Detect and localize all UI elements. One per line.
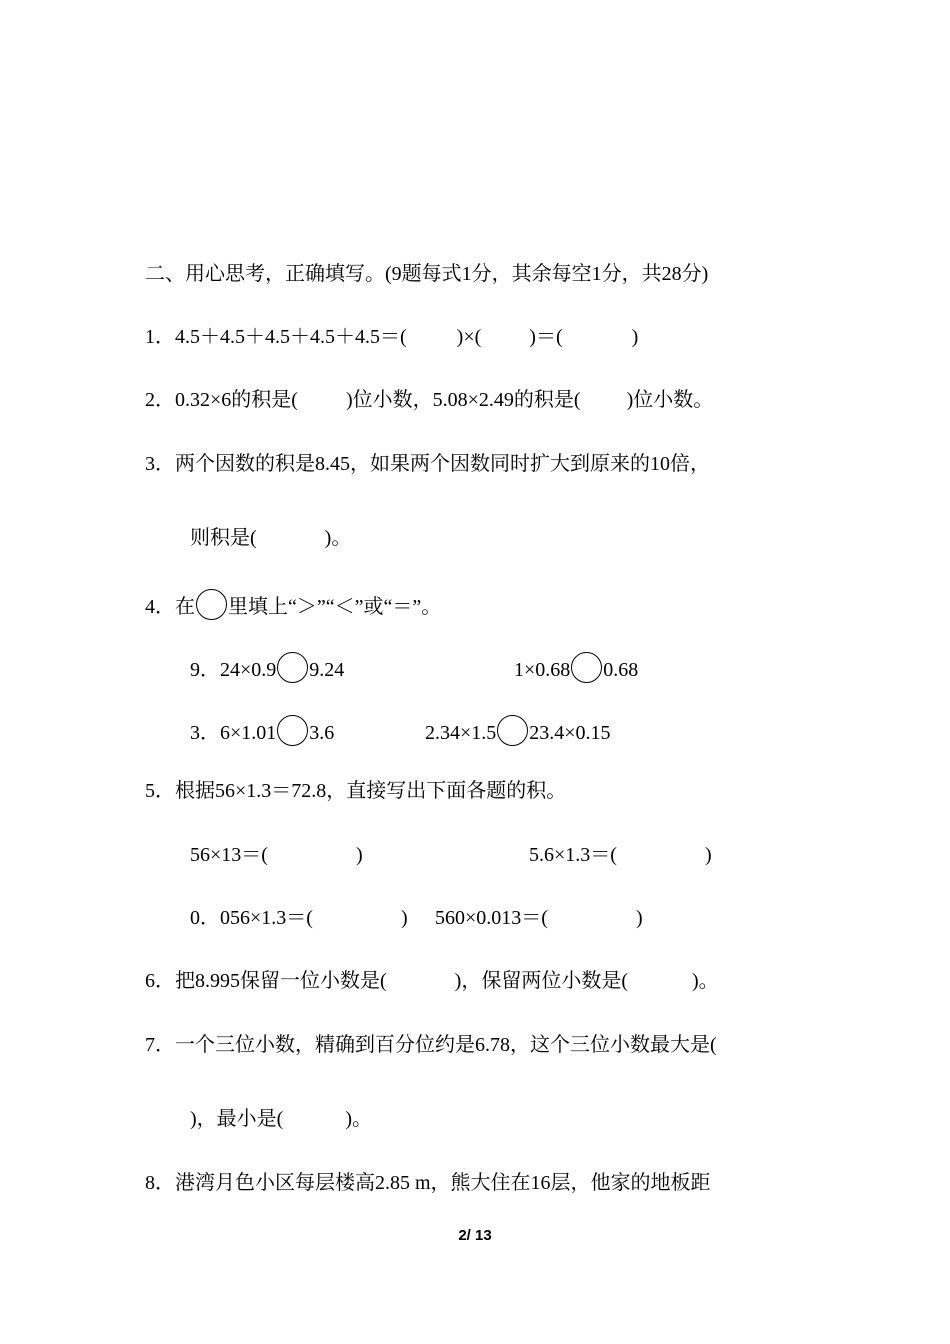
section-title: 二、用心思考，正确填写。(9题每式1分，其余每空1分，共28分)	[145, 263, 709, 285]
q6-part-b: )，保留两位小数是(	[454, 970, 628, 992]
circle-blank-icon[interactable]	[571, 652, 602, 683]
question-2	[145, 388, 713, 412]
q4-r1c1a: 9．24×0.9	[190, 659, 277, 681]
q4-row-1	[190, 652, 344, 683]
circle-blank-icon[interactable]	[277, 715, 308, 746]
q7-line2b: )。	[345, 1108, 372, 1130]
q4-r2c2b: 23.4×0.15	[529, 722, 611, 744]
q4-r1c2a: 1×0.68	[514, 659, 571, 681]
q3-line1: 两个因数的积是8.45，如果两个因数同时扩大到原来的10倍，	[175, 453, 710, 475]
question-number: 3．	[145, 453, 175, 475]
question-1	[145, 325, 638, 349]
question-6	[145, 969, 719, 993]
question-number: 4．	[145, 596, 175, 618]
question-number: 6．	[145, 970, 175, 992]
q2-part-b: )位小数，5.08×2.49的积是(	[345, 389, 581, 411]
question-3-line2	[190, 526, 351, 550]
q5-r2c2a: 560×0.013＝(	[435, 907, 548, 929]
q4-r2c1b: 3.6	[309, 722, 335, 744]
q5-r1c2b: )	[704, 844, 712, 866]
q5-row-2-col-2	[435, 906, 643, 930]
q4-r2c1a: 3．6×1.01	[190, 722, 277, 744]
q3-line2a: 则积是(	[190, 527, 257, 549]
q1-expression: 4.5＋4.5＋4.5＋4.5＋4.5＝(	[175, 326, 407, 348]
q1-part2: )×(	[456, 326, 482, 348]
q4-row-1-col-2	[514, 652, 638, 683]
q1-part3: )＝(	[529, 326, 563, 348]
q5-text: 根据56×1.3＝72.8，直接写出下面各题的积。	[175, 780, 567, 802]
circle-blank-icon[interactable]	[277, 652, 308, 683]
circle-blank-icon	[196, 589, 227, 620]
question-number: 1．	[145, 326, 175, 348]
question-number: 8．	[145, 1172, 175, 1194]
q7-line1: 一个三位小数，精确到百分位约是6.78，这个三位小数最大是(	[175, 1034, 717, 1056]
question-8	[145, 1171, 711, 1195]
q5-row-1-col-2	[529, 843, 712, 867]
q4-r2c2a: 2.34×1.5	[425, 722, 497, 744]
q1-part4: )	[631, 326, 639, 348]
q8-line1: 港湾月色小区每层楼高2.85 m，熊大住在16层，他家的地板距	[175, 1172, 711, 1194]
q2-part-c: )位小数。	[626, 389, 714, 411]
q2-part-a: 0.32×6的积是(	[175, 389, 298, 411]
q6-part-a: 把8.995保留一位小数是(	[175, 970, 387, 992]
question-4	[145, 589, 441, 620]
q5-row-1	[190, 843, 363, 867]
question-5	[145, 779, 566, 803]
q3-line2b: )。	[324, 527, 352, 549]
q4-r1c2b: 0.68	[603, 659, 639, 681]
question-7-line2	[190, 1107, 372, 1131]
question-number: 5．	[145, 780, 175, 802]
question-7	[145, 1033, 717, 1057]
q5-r1c2a: 5.6×1.3＝(	[529, 844, 617, 866]
q7-line2a: )，最小是(	[190, 1108, 284, 1130]
q5-r2c1b: )	[400, 907, 408, 929]
q5-row-2	[190, 906, 408, 930]
circle-blank-icon[interactable]	[497, 715, 528, 746]
q4-row-2	[190, 715, 334, 746]
q6-part-c: )。	[692, 970, 719, 992]
page-number: 2/ 13	[458, 1227, 492, 1244]
q4-part-b: 里填上“＞”“＜”或“＝”。	[228, 596, 442, 618]
question-number: 7．	[145, 1034, 175, 1056]
question-3	[145, 452, 710, 476]
q5-r2c2b: )	[635, 907, 643, 929]
q4-r1c1b: 9.24	[309, 659, 345, 681]
q4-row-2-col-2	[425, 715, 611, 746]
q5-r2c1a: 0．056×1.3＝(	[190, 907, 313, 929]
q5-r1c1b: )	[355, 844, 363, 866]
question-number: 2．	[145, 389, 175, 411]
q5-r1c1a: 56×13＝(	[190, 844, 268, 866]
q4-part-a: 在	[175, 596, 195, 618]
